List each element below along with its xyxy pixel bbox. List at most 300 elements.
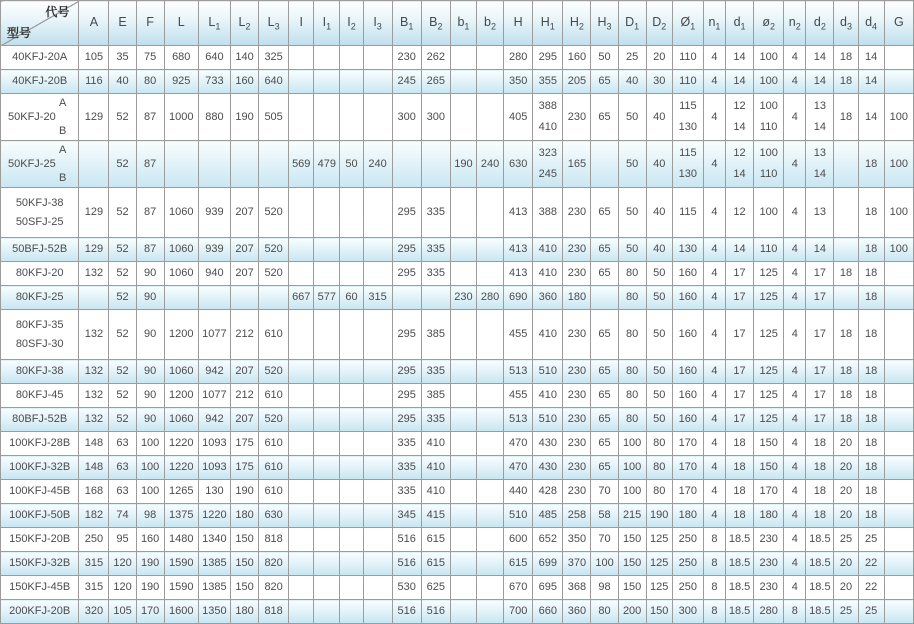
value-cell: 115 130 [672,94,703,141]
value-cell: 18 [858,286,884,310]
value-cell [476,432,503,456]
value-cell: 1350 [198,600,230,624]
value-cell: 415 [421,504,450,528]
value-cell: 410 [533,384,563,408]
model-cell [1,456,79,480]
value-cell: 350 [563,528,591,552]
value-cell: 513 [504,408,533,432]
value-cell [340,408,363,432]
value-cell [340,238,363,262]
value-cell: 413 [504,188,533,238]
column-header-I3: $I_3$ [363,1,392,46]
value-cell: 360 [533,286,563,310]
value-cell [884,360,913,384]
value-cell: 125 [646,528,672,552]
value-cell: 87 [136,238,164,262]
value-cell: 18 [858,384,884,408]
value-cell [834,188,858,238]
value-cell: 455 [504,384,533,408]
value-cell: 207 [230,408,258,432]
value-cell: 129 [79,94,109,141]
value-cell: 18 [858,480,884,504]
value-cell: 240 [476,141,503,188]
value-cell: 65 [591,262,618,286]
value-cell [476,46,503,70]
value-cell [340,432,363,456]
value-cell: 4 [703,360,725,384]
value-cell: 410 [533,262,563,286]
value-cell: 65 [591,238,618,262]
value-cell: 180 [230,600,258,624]
value-cell: 95 [109,528,136,552]
value-cell: 230 [563,238,591,262]
value-cell: 670 [504,576,533,600]
value-cell: 245 [392,70,421,94]
value-cell: 190 [136,552,164,576]
value-cell: 295 [392,408,421,432]
value-cell: 630 [259,504,289,528]
value-cell [314,576,340,600]
column-header-d2: $d_2$ [806,1,834,46]
value-cell: 405 [504,94,533,141]
value-cell: 18.5 [806,600,834,624]
value-cell [884,576,913,600]
column-header-B1: $B_1$ [392,1,421,46]
value-cell: 52 [109,360,136,384]
value-cell: 65 [591,456,618,480]
value-cell: 230 [754,552,784,576]
value-cell: 615 [421,528,450,552]
value-cell: 80 [591,600,618,624]
column-header-I2: $I_2$ [340,1,363,46]
column-header-H2: $H_2$ [563,1,591,46]
value-cell: 80 [646,456,672,480]
value-cell: 175 [230,456,258,480]
value-cell: 90 [136,360,164,384]
value-cell: 939 [198,188,230,238]
value-cell [363,384,392,408]
value-cell: 295 [392,310,421,360]
value-cell [476,504,503,528]
value-cell: 230 [563,360,591,384]
value-cell: 25 [834,600,858,624]
value-cell: 190 [230,94,258,141]
value-cell [164,141,198,188]
value-cell: 265 [421,70,450,94]
value-cell [450,360,476,384]
value-cell [289,600,314,624]
model-cell [1,480,79,504]
value-cell: 25 [834,528,858,552]
value-cell: 1385 [198,552,230,576]
table-row [1,600,914,624]
value-cell: 25 [858,528,884,552]
value-cell: 4 [784,576,806,600]
value-cell: 18 [834,46,858,70]
value-cell [314,456,340,480]
value-cell: 80 [646,432,672,456]
value-cell: 100 [618,480,646,504]
value-cell [198,286,230,310]
value-cell: 300 [672,600,703,624]
value-cell: 115 [672,188,703,238]
value-cell [340,46,363,70]
value-cell: 18.5 [806,528,834,552]
value-cell: 699 [533,552,563,576]
value-cell: 207 [230,360,258,384]
table-row [1,504,914,528]
value-cell: 18 [834,262,858,286]
value-cell [363,552,392,576]
value-cell: 1060 [164,238,198,262]
value-cell: 87 [136,141,164,188]
value-cell [289,46,314,70]
value-cell: 50 [618,94,646,141]
value-cell: 40 [646,188,672,238]
value-cell: 100 [884,188,913,238]
value-cell [884,480,913,504]
value-cell [363,310,392,360]
table-row [1,576,914,600]
value-cell: 1375 [164,504,198,528]
table-row [1,384,914,408]
value-cell [450,70,476,94]
value-cell: 18 [858,262,884,286]
value-cell: 180 [230,504,258,528]
column-header-I: I [289,1,314,46]
value-cell [450,188,476,238]
value-cell: 150 [230,576,258,600]
value-cell [289,188,314,238]
value-cell: 18 [834,310,858,360]
value-cell: 335 [392,432,421,456]
value-cell: 230 [754,576,784,600]
value-cell [314,552,340,576]
value-cell: 315 [79,576,109,600]
value-cell: 105 [79,46,109,70]
value-cell: 180 [672,504,703,528]
value-cell [476,576,503,600]
value-cell: 125 [646,552,672,576]
value-cell: 18 [858,456,884,480]
value-cell: 17 [726,384,754,408]
table-row [1,528,914,552]
value-cell: 695 [533,576,563,600]
value-cell: 345 [392,504,421,528]
value-cell: 18 [806,456,834,480]
value-cell: 14 [858,70,884,94]
value-cell: 150 [754,432,784,456]
value-cell [884,286,913,310]
value-cell: 100 110 [754,94,784,141]
value-cell: 25 [858,600,884,624]
value-cell: 455 [504,310,533,360]
value-cell: 262 [421,46,450,70]
value-cell: 8 [703,528,725,552]
value-cell [230,286,258,310]
value-cell [450,262,476,286]
value-cell: 4 [784,456,806,480]
value-cell [476,70,503,94]
value-cell: 520 [259,238,289,262]
value-cell: 250 [672,576,703,600]
value-cell [340,262,363,286]
value-cell: 388 [533,188,563,238]
value-cell: 4 [703,46,725,70]
value-cell: 295 [392,262,421,286]
value-cell: 160 [672,384,703,408]
value-cell: 170 [672,432,703,456]
value-cell: 100 [618,432,646,456]
value-cell: 320 [79,600,109,624]
table-row [1,480,914,504]
value-cell: 230 [563,262,591,286]
value-cell [834,238,858,262]
header-row [1,1,914,46]
value-cell: 17 [726,408,754,432]
value-cell [340,310,363,360]
value-cell: 250 [672,552,703,576]
model-cell [1,238,79,262]
value-cell [289,310,314,360]
value-cell: 70 [591,528,618,552]
value-cell [289,456,314,480]
value-cell: 385 [421,384,450,408]
model-cell [1,408,79,432]
value-cell: 4 [784,188,806,238]
table-row [1,46,914,70]
model-cell [1,70,79,94]
value-cell [834,141,858,188]
model-name: 50BFJ-52B [12,243,68,255]
value-cell: 125 [754,262,784,286]
value-cell: 18 [806,480,834,504]
value-cell: 52 [109,94,136,141]
value-cell [476,384,503,408]
value-cell [476,310,503,360]
value-cell [450,480,476,504]
table-row [1,552,914,576]
table-header [1,1,914,46]
value-cell: 1220 [198,504,230,528]
value-cell: 4 [703,384,725,408]
variant-label-a: A [58,144,67,156]
value-cell: 50 [618,238,646,262]
value-cell: 4 [703,238,725,262]
value-cell [79,286,109,310]
value-cell: 75 [136,46,164,70]
value-cell: 170 [754,480,784,504]
value-cell: 17 [726,310,754,360]
value-cell: 1093 [198,456,230,480]
model-name: 100KFJ-32B [9,461,71,473]
model-cell [1,188,79,238]
value-cell: 175 [230,432,258,456]
value-cell: 1060 [164,262,198,286]
value-cell [259,286,289,310]
column-header-Ø1: $Ø_1$ [672,1,703,46]
value-cell: 510 [533,408,563,432]
model-name: 80KFJ-45 [15,389,64,401]
value-cell: 50 [618,188,646,238]
value-cell [164,286,198,310]
value-cell: 100 [884,238,913,262]
value-cell: 942 [198,360,230,384]
value-cell: 215 [618,504,646,528]
value-cell: 90 [136,286,164,310]
value-cell: 640 [259,70,289,94]
value-cell: 98 [591,576,618,600]
value-cell [79,141,109,188]
value-cell: 50 [591,46,618,70]
value-cell: 18 [834,360,858,384]
model-name: 150KFJ-32B [9,557,71,569]
value-cell: 350 [504,70,533,94]
value-cell [363,504,392,528]
value-cell: 410 [533,238,563,262]
value-cell: 207 [230,238,258,262]
value-cell: 90 [136,310,164,360]
value-cell: 4 [784,286,806,310]
value-cell [363,432,392,456]
value-cell: 470 [504,456,533,480]
value-cell: 35 [109,46,136,70]
value-cell: 940 [198,262,230,286]
value-cell [314,528,340,552]
value-cell: 428 [533,480,563,504]
value-cell: 516 [392,552,421,576]
value-cell: 430 [533,432,563,456]
value-cell: 388 410 [533,94,563,141]
value-cell: 20 [834,552,858,576]
value-cell: 4 [784,310,806,360]
value-cell [884,504,913,528]
value-cell [314,504,340,528]
value-cell [392,286,421,310]
column-header-n2: $n_2$ [784,1,806,46]
value-cell: 132 [79,408,109,432]
value-cell: 300 [392,94,421,141]
value-cell: 160 [136,528,164,552]
model-cell [1,286,79,310]
table-row [1,432,914,456]
value-cell [884,432,913,456]
value-cell [591,286,618,310]
value-cell: 1590 [164,576,198,600]
value-cell [450,456,476,480]
value-cell: 410 [421,456,450,480]
value-cell: 230 [563,310,591,360]
model-cell [1,552,79,576]
header-corner-cell [1,1,79,46]
value-cell: 18 [858,310,884,360]
value-cell [884,384,913,408]
value-cell: 1600 [164,600,198,624]
value-cell: 18 [726,456,754,480]
value-cell: 230 [754,528,784,552]
value-cell: 230 [563,188,591,238]
model-name: 50KFJ-25 [8,157,56,170]
value-cell: 13 14 [806,94,834,141]
value-cell: 98 [136,504,164,528]
column-header-L2: $L_2$ [230,1,258,46]
value-cell: 150 [618,576,646,600]
value-cell: 52 [109,188,136,238]
value-cell: 530 [392,576,421,600]
column-header-D1: $D_1$ [618,1,646,46]
value-cell: 190 [136,576,164,600]
value-cell [289,384,314,408]
value-cell [884,46,913,70]
value-cell: 132 [79,262,109,286]
value-cell: 18 [834,408,858,432]
value-cell: 925 [164,70,198,94]
table-row [1,310,914,360]
value-cell: 20 [834,432,858,456]
value-cell: 18 [806,504,834,528]
value-cell: 1060 [164,360,198,384]
value-cell: 410 [421,432,450,456]
value-cell: 207 [230,188,258,238]
value-cell: 116 [79,70,109,94]
value-cell: 4 [703,70,725,94]
value-cell [363,238,392,262]
value-cell: 13 14 [806,141,834,188]
model-cell [1,504,79,528]
table-row [1,262,914,286]
value-cell: 295 [392,238,421,262]
value-cell: 230 [563,408,591,432]
value-cell: 230 [392,46,421,70]
model-name: 100KFJ-28B [9,437,71,449]
value-cell: 4 [703,262,725,286]
value-cell: 18 [858,504,884,528]
value-cell: 360 [563,600,591,624]
value-cell [314,238,340,262]
value-cell [230,141,258,188]
value-cell [363,480,392,504]
value-cell: 18.5 [726,528,754,552]
value-cell: 335 [421,360,450,384]
value-cell: 63 [109,432,136,456]
value-cell: 510 [504,504,533,528]
value-cell [314,432,340,456]
model-cell [1,262,79,286]
value-cell [314,262,340,286]
value-cell: 140 [230,46,258,70]
column-header-F: F [136,1,164,46]
value-cell [476,552,503,576]
value-cell [314,600,340,624]
value-cell: 130 [198,480,230,504]
value-cell: 170 [672,480,703,504]
value-cell [476,408,503,432]
value-cell: 150 [230,528,258,552]
value-cell: 4 [703,504,725,528]
model-name: 80SFJ-30 [15,337,64,350]
value-cell [450,94,476,141]
model-name: 50KFJ-20 [8,110,56,123]
value-cell: 100 110 [754,141,784,188]
value-cell [363,70,392,94]
value-cell: 1385 [198,576,230,600]
value-cell: 335 [421,238,450,262]
value-cell: 50 [646,286,672,310]
value-cell: 325 [259,46,289,70]
value-cell: 65 [591,188,618,238]
value-cell: 115 130 [672,141,703,188]
table-row [1,360,914,384]
